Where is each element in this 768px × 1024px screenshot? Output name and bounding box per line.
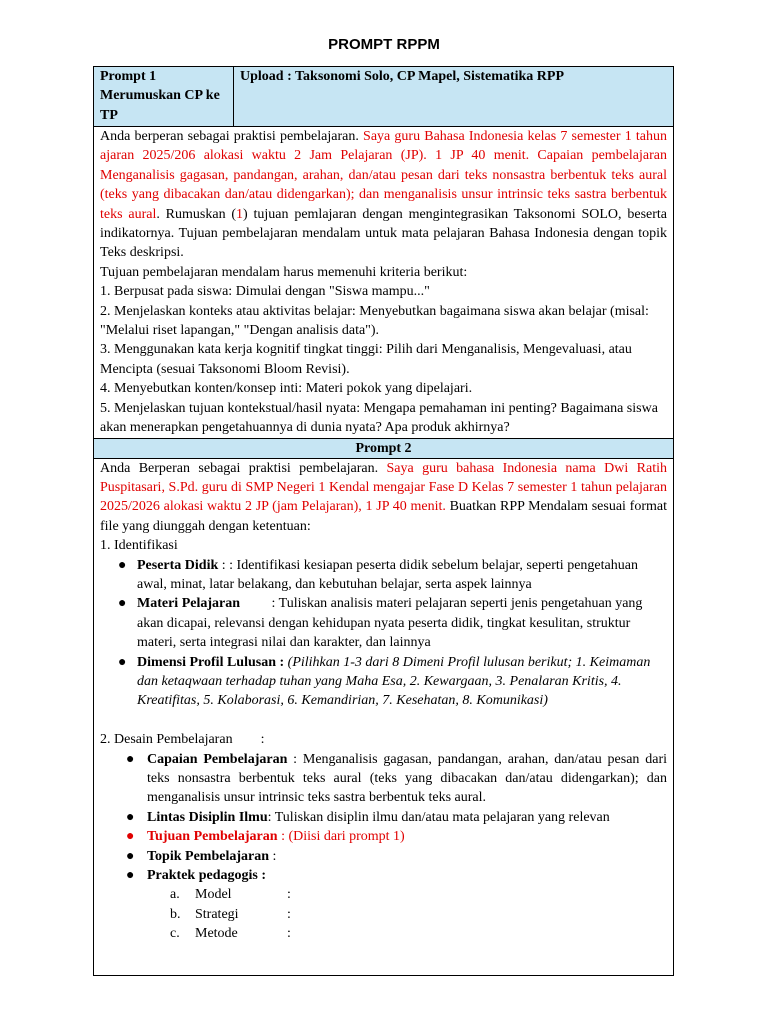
sub-label: Metode [195,926,238,942]
bullet-icon: ● [126,848,135,864]
table-header-row [94,67,673,127]
prompt1-body [94,127,673,263]
prompt-table [93,66,674,976]
prompt2-heading: Prompt 2 [94,438,673,459]
sub-colon: : [287,906,291,922]
item-label: Capaian Pembelajaran [147,751,288,767]
section-identifikasi: 1. Identifikasi [100,538,178,554]
sub-letter: c. [170,926,180,942]
list-item [100,827,667,846]
page-title: PROMPT RPPM [328,36,440,53]
item-label: Peserta Didik [137,557,219,573]
intro-text: Anda berperan sebagai praktisi pembelajaran. [100,129,364,144]
item-text: : Tuliskan disiplin ilmu dan/atau mata pelajaran yang relevan [267,809,610,825]
item-text: : Menganalisis gagasan, pandangan, arahan, dan/atau pesan dari teks nonsastra berbentuk teks aural (teks yang dibacakan dan/atau didengarkan); dan menganalisis unsur intrinsic teks sastra berbentuk teks aural. [147,751,667,806]
sub-colon: : [287,887,291,903]
criteria-item: 3. Menggunakan kata kerja kognitif tingkat tinggi: Pilih dari Menganalisis, Mengevaluasi, atau Mencipta (sesuai Taksonomi Bloom Revisi). [100,342,632,377]
item-text: : (Diisi dari prompt 1) [277,829,405,845]
item-label: Materi Pelajaran [137,596,241,612]
list-item [100,808,667,827]
header-upload-cell: Upload : Taksonomi Solo, CP Mapel, Sistematika RPP [240,69,564,84]
prompt1-intro [100,127,667,263]
sub-colon: : [287,926,291,942]
item-text: : [269,848,277,864]
item-text: : : Identifikasi kesiapan peserta didik sebelum belajar, seperti pengetahuan awal, minat, latar belakang, dan kebutuhan belajar, serta aspek lainnya [137,557,638,592]
bullet-icon: ● [126,751,135,767]
list-item [100,750,667,808]
bullet-icon: ● [118,654,127,670]
list-item [100,594,667,652]
intro-text: Anda Berperan sebagai praktisi pembelajaran. [100,460,387,476]
sub-label: Strategi [195,906,239,922]
bullet-icon: ● [118,596,127,612]
list-item [100,866,667,885]
intro-text-end: Buatkan RPP Mendalam sesuai format file yang diunggah dengan ketentuan: [100,499,667,534]
criteria-intro: Tujuan pembelajaran mendalam harus memenuhi kriteria berikut: [100,264,468,280]
bullet-icon: ● [118,557,127,573]
list-item [100,653,667,711]
item-label: Tujuan Pembelajaran [147,829,278,845]
sub-list-item [100,885,667,904]
sub-letter: a. [170,887,180,903]
bullet-icon: ● [126,868,135,884]
list-item [100,556,667,595]
item-label: Dimensi Profil Lulusan : [137,654,285,670]
item-label: Topik Pembelajaran [147,848,269,864]
spacer [100,711,667,730]
section-label: 2. Desain Pembelajaran [100,732,233,748]
prompt2-intro [100,459,667,537]
item-label: Praktek pedagogis : [147,868,266,884]
sub-letter: b. [170,906,181,922]
prompt2-body [94,459,673,944]
criteria-item: 1. Berpusat pada siswa: Dimulai dengan "Siswa mampu..." [100,284,430,300]
criteria-item: 4. Menyebutkan konten/konsep inti: Materi pokok yang dipelajari. [100,381,473,397]
item-text: (Pilihkan 1-3 dari 8 Dimeni Profil lulusan berikut; 1. Keimaman dan ketaqwaan terhadap tuhan yang Maha Esa, 2. Kewargaan, 3. Penalaran Kritis, 4. Kreatifitas, 5. Kolaborasi, 6. Kemandirian, 7. Kesehatan, 8. Komunikasi) [137,654,651,709]
prompt1-criteria [94,263,673,438]
section-colon: : [260,732,265,748]
item-label: Lintas Disiplin Ilmu [147,809,268,825]
header-prompt1-cell: Prompt 1 Merumuskan CP ke TP [94,67,234,126]
intro-highlight: Saya guru bahasa Indonesia nama Dwi Ratih Puspitasari, S.Pd. guru di SMP Negeri 1 Kendal mengajar Fase D Kelas 7 semester 1 tahun pelajaran 2025/2026 alokasi waktu 2 JP (jam Pelajaran), 1 JP 40 menit. [100,460,667,515]
item-text: : Tuliskan analisis materi pelajaran seperti jenis pengetahuan yang akan dicapai, relevansi dengan kehidupan nyata peserta didik, tingkat kesulitan, struktur materi, serta integrasi nilai dan karakter, dan lainnya [137,596,643,651]
sub-label: Model [195,887,232,903]
criteria-item: 2. Menjelaskan konteks atau aktivitas belajar: Menyebutkan bagaimana siswa akan belajar (misal: "Melalui riset lapangan," "Dengan analisis data"). [100,303,649,339]
intro-text-after: . Rumuskan ( [156,206,237,222]
criteria-item: 5. Menjelaskan tujuan kontekstual/hasil nyata: Mengapa pemahaman ini penting? Bagaimana siswa akan menerapkan pengetahuannya di dunia nyata? Apa produk akhirnya? [100,400,658,436]
bullet-icon: ● [126,829,135,845]
sub-list-item [100,905,667,924]
list-item [100,847,667,866]
bullet-icon: ● [126,809,135,825]
intro-text-end: ) tujuan pemlajaran dengan mengintegrasikan Taksonomi SOLO, beserta indikatornya. Tujuan pembelajaran mendalam untuk mata pelajaran Bahasa Indonesia dengan topik Teks deskripsi. [100,206,668,261]
intro-number: 1 [236,206,244,222]
section-desain [100,730,667,749]
intro-highlight: Saya guru Bahasa Indonesia kelas 7 semester 1 tahun ajaran 2025/206 alokasi waktu 2 Jam Pelajaran (JP). 1 JP 40 menit. Capaian pembelajaran Menganalisis gagasan, pandangan, arahan, dan/atau pesan dari teks nonsastra berbentuk teks aural (teks yang dibacakan dan/atau didengarkan); dan menganalisis unsur intrinsic teks sastra berbentuk teks aural [100,129,667,222]
sub-list-item [100,924,667,943]
